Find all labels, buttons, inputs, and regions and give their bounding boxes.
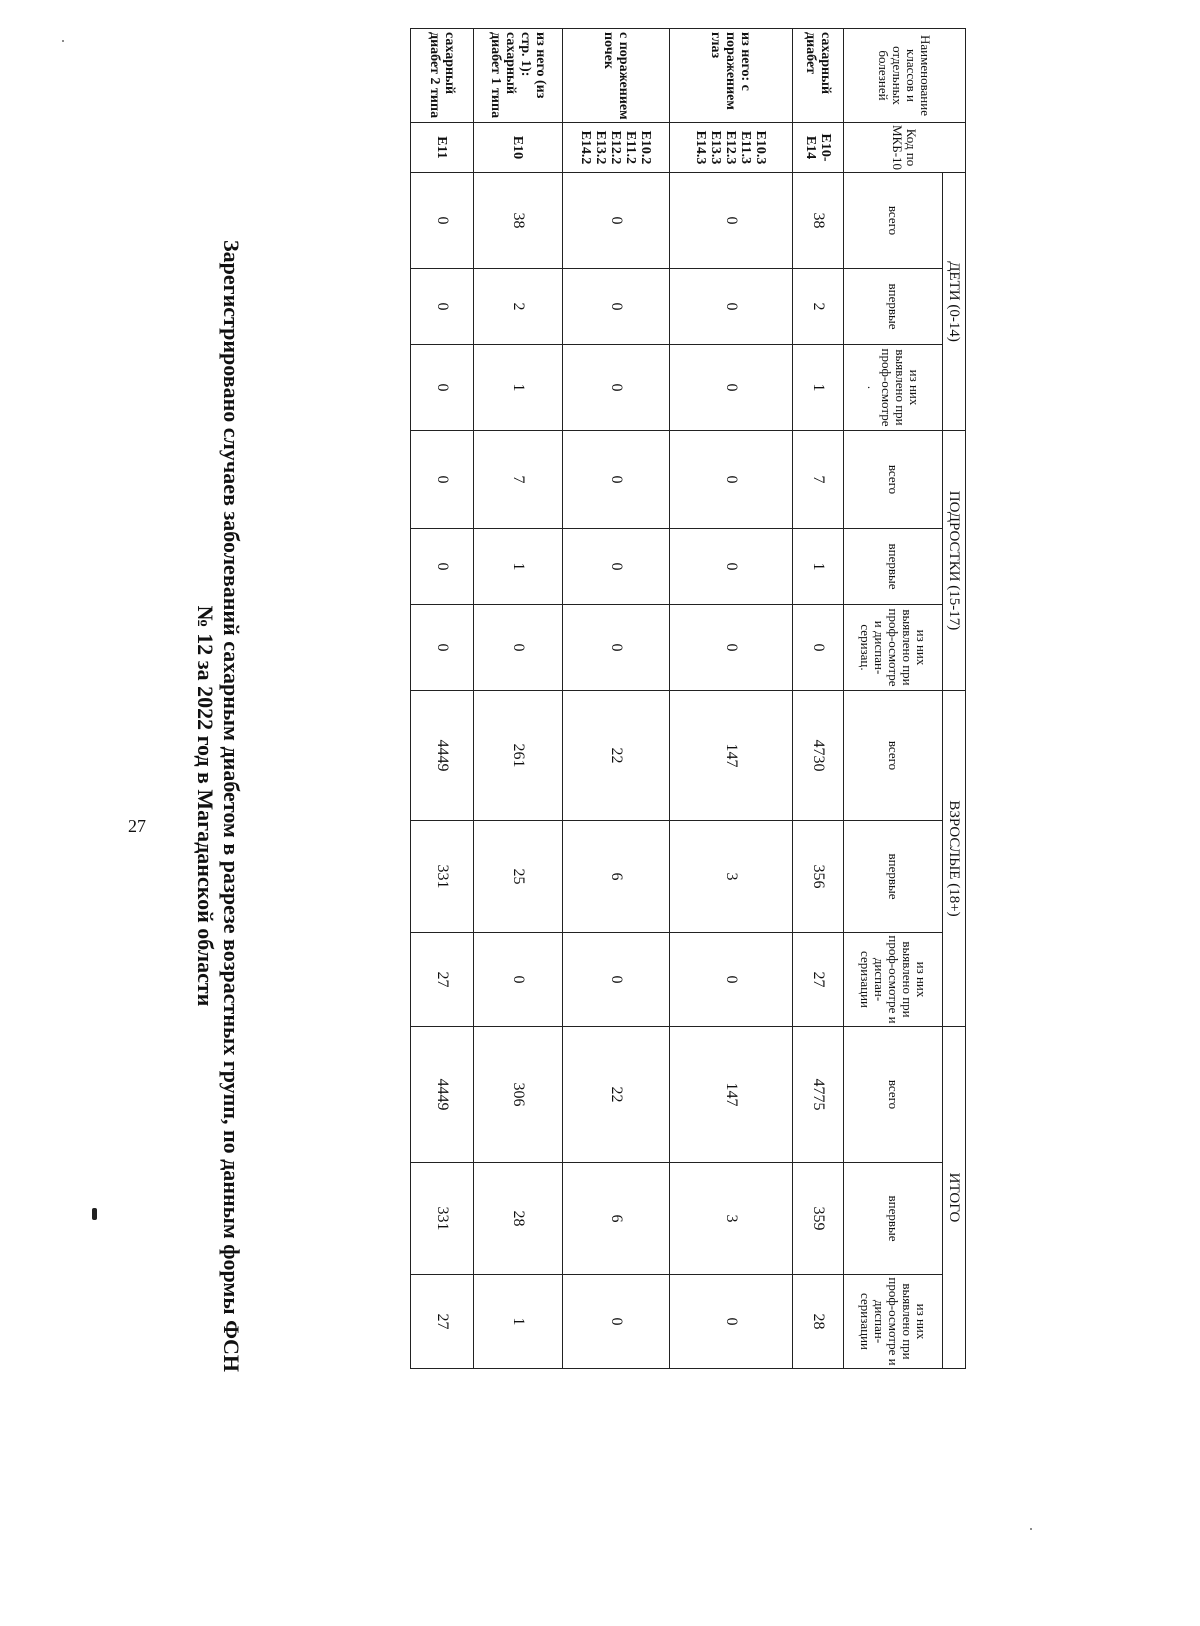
cell-teens-first: 0	[670, 529, 793, 605]
header-total-all: всего	[844, 1027, 943, 1163]
cell-teens-first: 1	[793, 529, 844, 605]
cell-adults-first: 3	[670, 821, 793, 933]
header-children-all: всего	[844, 173, 943, 269]
cell-adults-prof: 0	[563, 933, 670, 1027]
table-row	[670, 29, 793, 1369]
cell-adults-all: 4730	[793, 691, 844, 821]
diabetes-statistics-table	[410, 28, 966, 1369]
cell-total-prof: 0	[670, 1275, 793, 1369]
cell-total-all: 4449	[411, 1027, 474, 1163]
header-teens-first: впервые	[844, 529, 943, 605]
table-row	[474, 29, 563, 1369]
header-teens: ПОДРОСТКИ (15-17)	[943, 431, 966, 691]
row-code: E10.2 E11.2 E12.2 E13.2 E14.2	[563, 123, 670, 173]
header-code: Код по МКБ-10	[844, 123, 966, 173]
table-row	[563, 29, 670, 1369]
cell-teens-prof: 0	[563, 605, 670, 691]
cell-children-prof: 1	[793, 345, 844, 431]
cell-adults-prof: 27	[793, 933, 844, 1027]
cell-adults-all: 4449	[411, 691, 474, 821]
header-total: ИТОГО	[943, 1027, 966, 1369]
cell-children-all: 38	[793, 173, 844, 269]
cell-children-first: 0	[563, 269, 670, 345]
cell-adults-all: 22	[563, 691, 670, 821]
cell-adults-prof: 0	[474, 933, 563, 1027]
row-code: E11	[411, 123, 474, 173]
cell-adults-all: 261	[474, 691, 563, 821]
page-number: 27	[128, 816, 146, 836]
cell-teens-all: 7	[474, 431, 563, 529]
cell-teens-prof: 0	[411, 605, 474, 691]
row-code: E10.3 E11.3 E12.3 E13.3 E14.3	[670, 123, 793, 173]
cell-teens-first: 1	[474, 529, 563, 605]
cell-total-prof: 1	[474, 1275, 563, 1369]
cell-total-first: 331	[411, 1163, 474, 1275]
title-line-2: № 12 за 2022 год в Магаданской области	[193, 605, 218, 1007]
cell-children-first: 2	[793, 269, 844, 345]
cell-children-prof: 0	[411, 345, 474, 431]
row-code: E10	[474, 123, 563, 173]
header-row-groups	[943, 29, 966, 1369]
cell-children-prof: 1	[474, 345, 563, 431]
cell-total-prof: 28	[793, 1275, 844, 1369]
row-name: из него: с поражением глаз	[670, 29, 793, 123]
title-line-1: Зарегистрировано случаев заболеваний сахарным диабетом в разрезе возрастных групп, по данным формы ФСН	[219, 240, 244, 1372]
cell-children-first: 2	[474, 269, 563, 345]
header-adults: ВЗРОСЛЫЕ (18+)	[943, 691, 966, 1027]
cell-teens-all: 0	[411, 431, 474, 529]
cell-teens-prof: 0	[474, 605, 563, 691]
header-children: ДЕТИ (0-14)	[943, 173, 966, 431]
cell-total-first: 359	[793, 1163, 844, 1275]
row-name: из него (из стр. 1): сахарный диабет 1 типа	[474, 29, 563, 123]
cell-teens-first: 0	[563, 529, 670, 605]
cell-children-all: 0	[411, 173, 474, 269]
row-code: E10-E14	[793, 123, 844, 173]
header-total-first: впервые	[844, 1163, 943, 1275]
cell-teens-first: 0	[411, 529, 474, 605]
row-name: сахарный диабет	[793, 29, 844, 123]
header-total-prof: из них выявлено при проф-осмотре и диспан-серизации	[844, 1275, 943, 1369]
cell-teens-all: 0	[670, 431, 793, 529]
table-row	[793, 29, 844, 1369]
header-adults-prof: из них выявлено при проф-осмотре и диспан-серизации	[844, 933, 943, 1027]
header-teens-all: всего	[844, 431, 943, 529]
cell-adults-first: 356	[793, 821, 844, 933]
header-adults-all: всего	[844, 691, 943, 821]
table-row	[411, 29, 474, 1369]
cell-teens-all: 7	[793, 431, 844, 529]
cell-adults-first: 6	[563, 821, 670, 933]
cell-children-all: 0	[670, 173, 793, 269]
cell-adults-prof: 0	[670, 933, 793, 1027]
cell-total-first: 6	[563, 1163, 670, 1275]
cell-children-prof: 0	[563, 345, 670, 431]
cell-adults-prof: 27	[411, 933, 474, 1027]
cell-total-all: 306	[474, 1027, 563, 1163]
header-children-first: впервые	[844, 269, 943, 345]
header-teens-prof: из них выявлено при проф-осмотре и диспан-серизац.	[844, 605, 943, 691]
document-title	[192, 46, 244, 1566]
cell-children-all: 38	[474, 173, 563, 269]
cell-teens-prof: 0	[670, 605, 793, 691]
cell-total-all: 22	[563, 1027, 670, 1163]
cell-total-all: 4775	[793, 1027, 844, 1163]
cell-children-first: 0	[411, 269, 474, 345]
cell-adults-first: 25	[474, 821, 563, 933]
header-row-sub	[844, 29, 943, 1369]
cell-adults-all: 147	[670, 691, 793, 821]
cell-total-prof: 27	[411, 1275, 474, 1369]
row-name: сахарный диабет 2 типа	[411, 29, 474, 123]
header-name: Наименование классов и отдельных болезней	[844, 29, 966, 123]
header-children-prof: из них выявлено при проф-осмотре .	[844, 345, 943, 431]
cell-teens-all: 0	[563, 431, 670, 529]
cell-total-first: 28	[474, 1163, 563, 1275]
cell-teens-prof: 0	[793, 605, 844, 691]
cell-adults-first: 331	[411, 821, 474, 933]
header-adults-first: впервые	[844, 821, 943, 933]
cell-total-all: 147	[670, 1027, 793, 1163]
cell-children-all: 0	[563, 173, 670, 269]
cell-children-first: 0	[670, 269, 793, 345]
cell-children-prof: 0	[670, 345, 793, 431]
cell-total-first: 3	[670, 1163, 793, 1275]
cell-total-prof: 0	[563, 1275, 670, 1369]
row-name: с поражением почек	[563, 29, 670, 123]
